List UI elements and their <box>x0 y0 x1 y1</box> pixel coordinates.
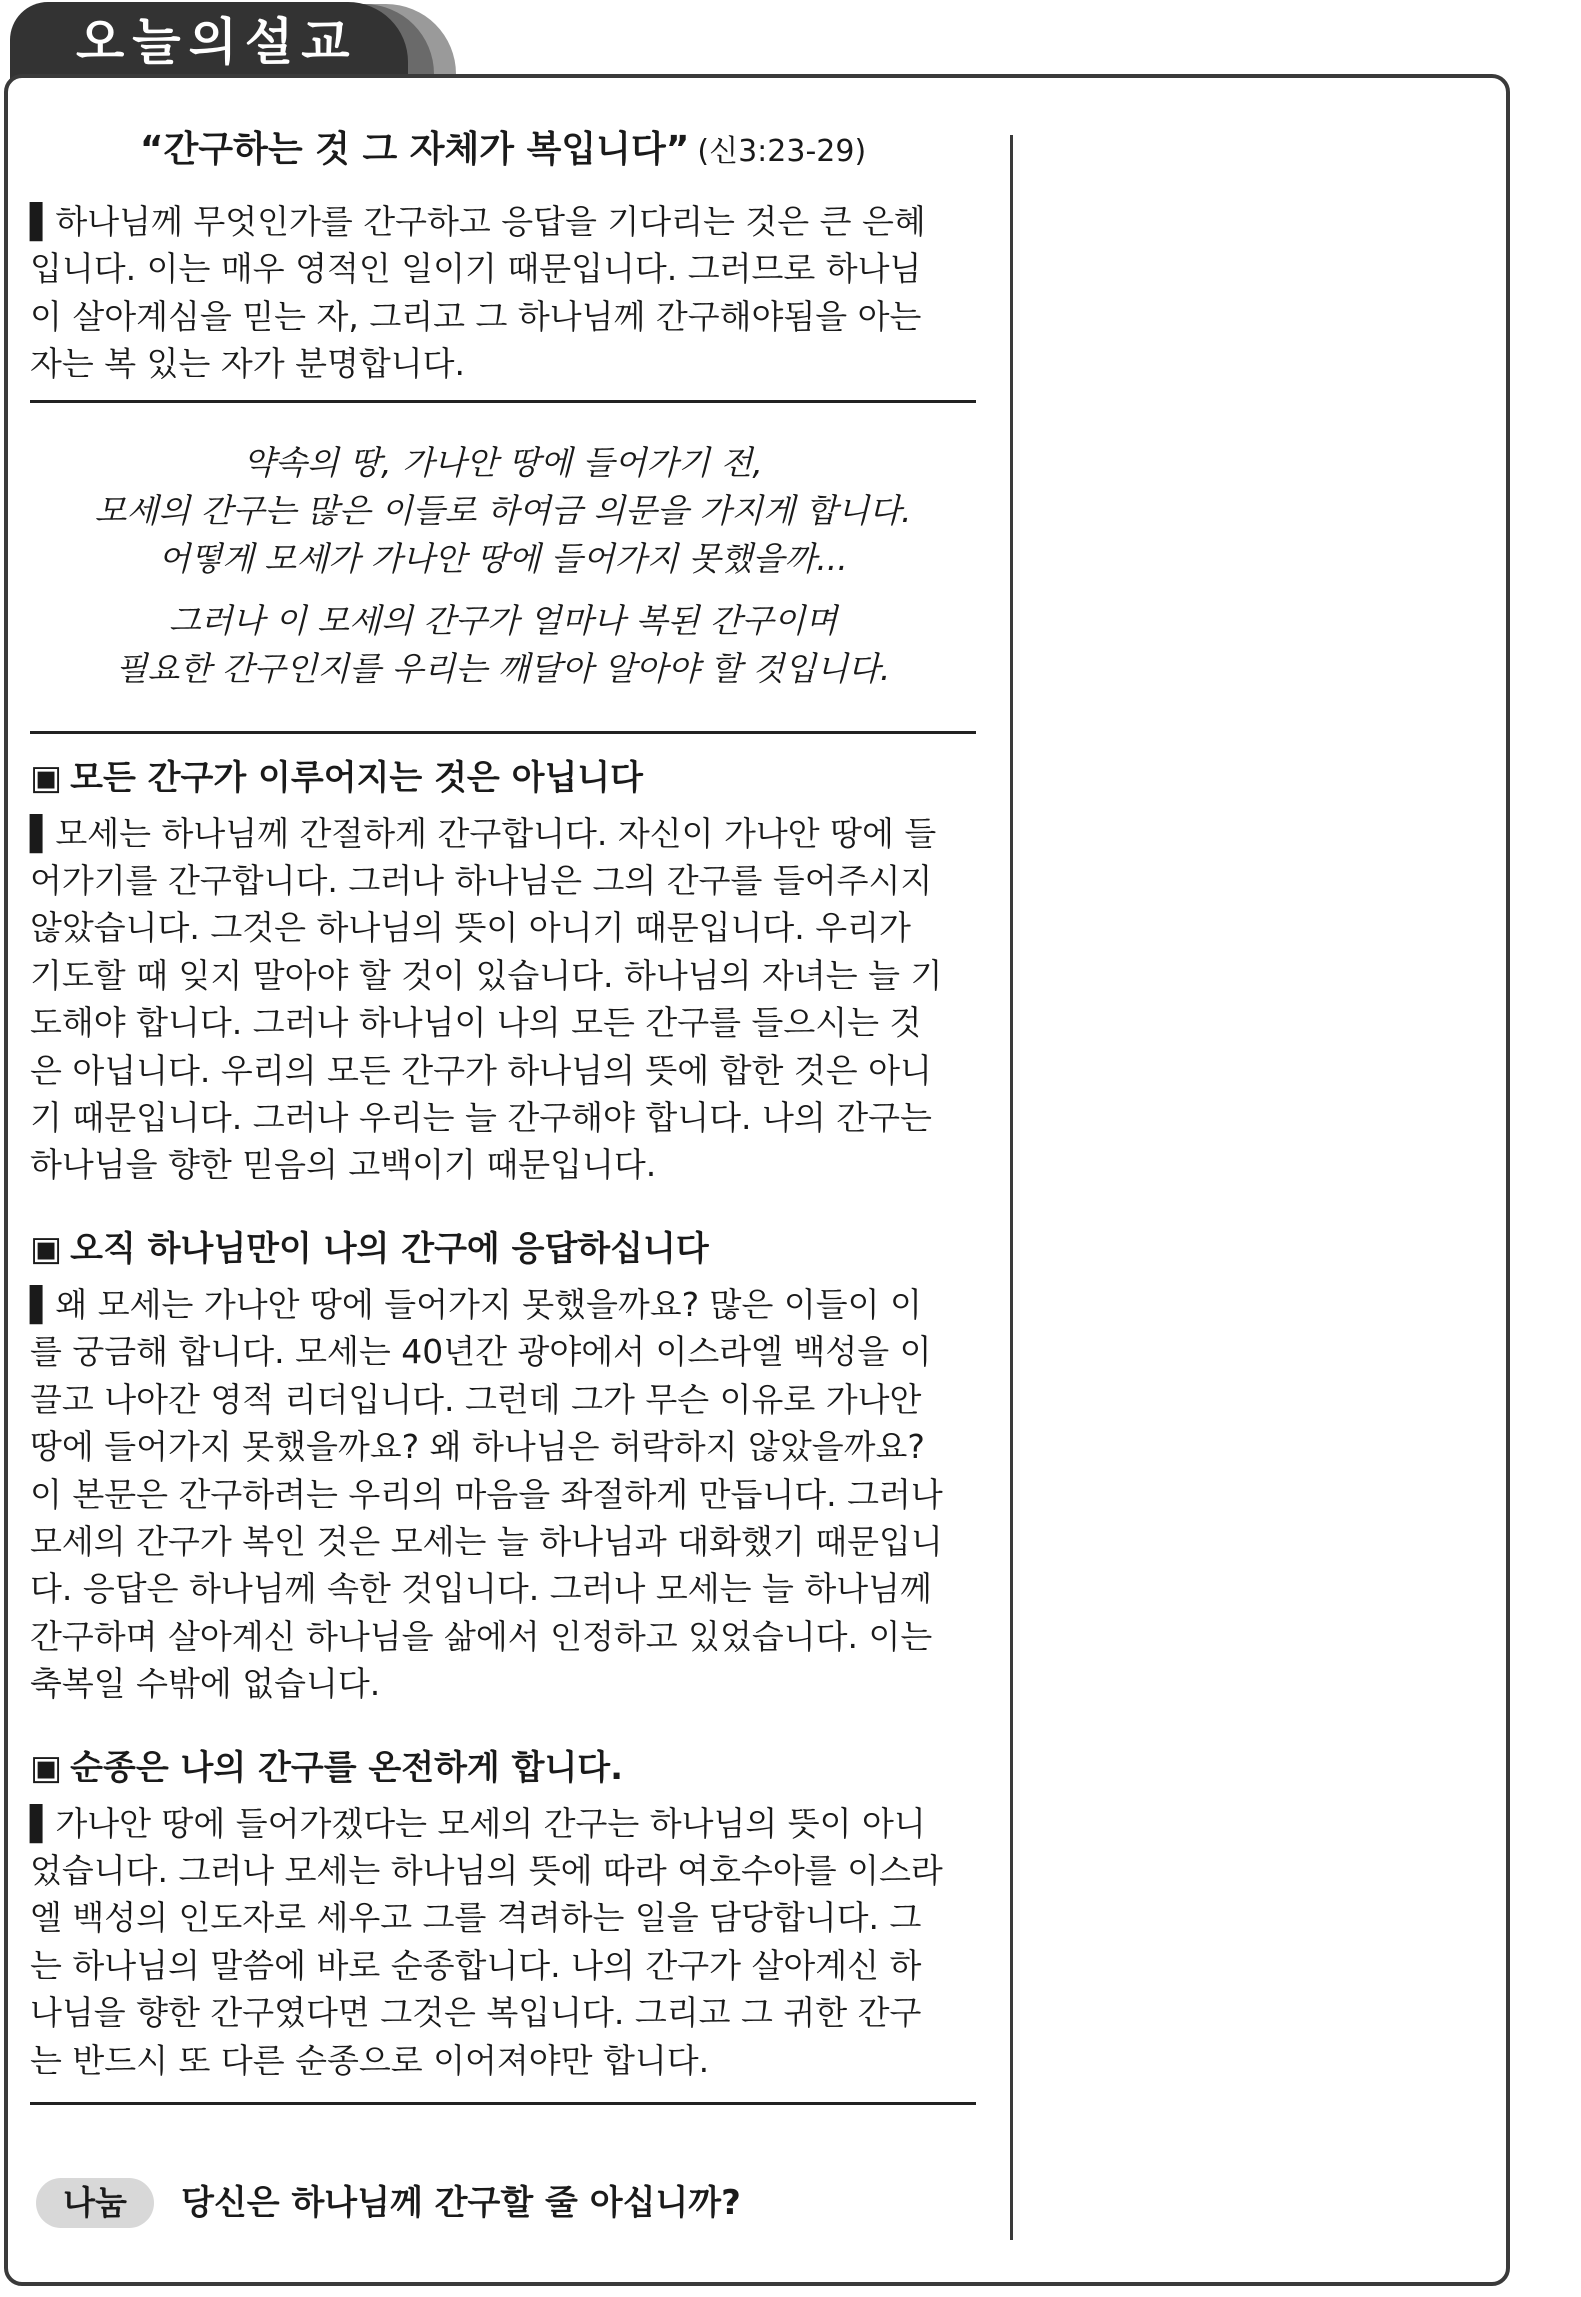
section-line: 엘 백성의 인도자로 세우고 그를 격려하는 일을 담당합니다. 그 <box>30 1898 922 1938</box>
paragraph-bar-marker: ▌ <box>30 1284 56 1324</box>
divider-rule <box>30 400 976 403</box>
quote-line: 그러나 이 모세의 간구가 얼마나 복된 간구이며 <box>168 600 838 640</box>
intro-line: 입니다. 이는 매우 영적인 일이기 때문입니다. 그러므로 하나님 <box>30 249 922 289</box>
section-line: ▌가나안 땅에 들어가겠다는 모세의 간구는 하나님의 뜻이 아니 <box>30 1803 926 1843</box>
intro-paragraph <box>30 198 976 388</box>
section-paragraph <box>30 810 976 1189</box>
sharing-prompt <box>36 2178 741 2234</box>
section-line: 었습니다. 그러나 모세는 하나님의 뜻에 따라 여호수아를 이스라 <box>30 1850 943 1890</box>
sermon-title-text: “간구하는 것 그 자체가 복입니다” <box>139 129 690 170</box>
sharing-label-badge: 나눔 <box>36 2178 154 2228</box>
section-line: 간구하며 살아계신 하나님을 삶에서 인정하고 있었습니다. 이는 <box>30 1616 933 1656</box>
section-line: 기 때문입니다. 그러나 우리는 늘 간구해야 합니다. 나의 간구는 <box>30 1098 932 1138</box>
scripture-reference: (신3:23-29) <box>697 134 867 169</box>
section-heading-text: 모든 간구가 이루어지는 것은 아닙니다 <box>70 757 643 798</box>
square-marker-icon: ▣ <box>30 1747 63 1788</box>
section-heading <box>30 1225 976 1273</box>
section-line: 나님을 향한 간구였다면 그것은 복입니다. 그리고 그 귀한 간구 <box>30 1993 922 2033</box>
section-heading <box>30 754 976 802</box>
sermon-column <box>30 120 976 2105</box>
square-marker-icon: ▣ <box>30 757 63 798</box>
section-line: 땅에 들어가지 못했을까요? 왜 하나님은 허락하지 않았을까요? <box>30 1427 925 1467</box>
section-line: 이 본문은 간구하려는 우리의 마음을 좌절하게 만듭니다. 그러나 <box>30 1474 943 1514</box>
sermon-title <box>30 120 976 180</box>
section-paragraph <box>30 1281 976 1708</box>
section-line: 하나님을 향한 믿음의 고백이기 때문입니다. <box>30 1145 657 1185</box>
intro-line: ▌하나님께 무엇인가를 간구하고 응답을 기다리는 것은 큰 은혜 <box>30 202 926 241</box>
section-line: 는 반드시 또 다른 순종으로 이어져야만 합니다. <box>30 2040 710 2080</box>
section-line: 끌고 나아간 영적 리더입니다. 그런데 그가 무슨 이유로 가나안 <box>30 1379 922 1419</box>
paragraph-bar-marker: ▌ <box>30 1803 56 1843</box>
section-line: 를 궁금해 합니다. 모세는 40년간 광야에서 이스라엘 백성을 이 <box>30 1332 932 1372</box>
section-heading-text: 오직 하나님만이 나의 간구에 응답하십니다 <box>70 1228 709 1269</box>
section-line: 않았습니다. 그것은 하나님의 뜻이 아니기 때문입니다. 우리가 <box>30 908 911 948</box>
section-heading-text: 순종은 나의 간구를 온전하게 합니다. <box>70 1747 624 1788</box>
section-line: 모세의 간구가 복인 것은 모세는 늘 하나님과 대화했기 때문입니 <box>30 1521 943 1561</box>
section-paragraph <box>30 1800 976 2084</box>
sharing-question: 당신은 하나님께 간구할 줄 아십니까? <box>181 2183 741 2223</box>
quote-line: 모세의 간구는 많은 이들로 하여금 의문을 가지게 합니다. <box>94 490 912 530</box>
section-heading <box>30 1744 976 1792</box>
quote-block <box>30 439 976 693</box>
square-marker-icon: ▣ <box>30 1228 63 1269</box>
section-line: ▌모세는 하나님께 간절하게 간구합니다. 자신이 가나안 땅에 들 <box>30 813 937 853</box>
section-line: 도해야 합니다. 그러나 하나님이 나의 모든 간구를 들으시는 것 <box>30 1003 922 1043</box>
divider-rule <box>30 731 976 734</box>
section-line: 기도할 때 잊지 말아야 할 것이 있습니다. 하나님의 자녀는 늘 기 <box>30 955 943 995</box>
section-line: ▌왜 모세는 가나안 땅에 들어가지 못했을까요? 많은 이들이 이 <box>30 1284 922 1324</box>
section-tab <box>10 2 408 80</box>
section-line: 은 아닙니다. 우리의 모든 간구가 하나님의 뜻에 합한 것은 아니 <box>30 1050 932 1090</box>
section-tab-label: 오늘의설교 <box>76 13 358 71</box>
column-divider <box>1010 135 1013 2240</box>
quote-line: 어떻게 모세가 가나안 땅에 들어가지 못했을까... <box>158 538 848 578</box>
section-line: 축복일 수밖에 없습니다. <box>30 1664 381 1704</box>
intro-line: 자는 복 있는 자가 분명합니다. <box>30 344 465 384</box>
quote-line: 약속의 땅, 가나안 땅에 들어가기 전, <box>243 442 763 482</box>
section-line: 어가기를 간구합니다. 그러나 하나님은 그의 간구를 들어주시지 <box>30 861 933 901</box>
intro-line: 이 살아계심을 믿는 자, 그리고 그 하나님께 간구해야됨을 아는 <box>30 296 922 336</box>
section-line: 는 하나님의 말씀에 바로 순종합니다. 나의 간구가 살아계신 하 <box>30 1945 922 1985</box>
section-line: 다. 응답은 하나님께 속한 것입니다. 그러나 모세는 늘 하나님께 <box>30 1569 932 1609</box>
paragraph-bar-marker: ▌ <box>30 813 56 853</box>
quote-line: 필요한 간구인지를 우리는 깨달아 알아야 할 것입니다. <box>115 648 891 688</box>
paragraph-bar-marker: ▌ <box>30 202 56 241</box>
divider-rule <box>30 2102 976 2105</box>
